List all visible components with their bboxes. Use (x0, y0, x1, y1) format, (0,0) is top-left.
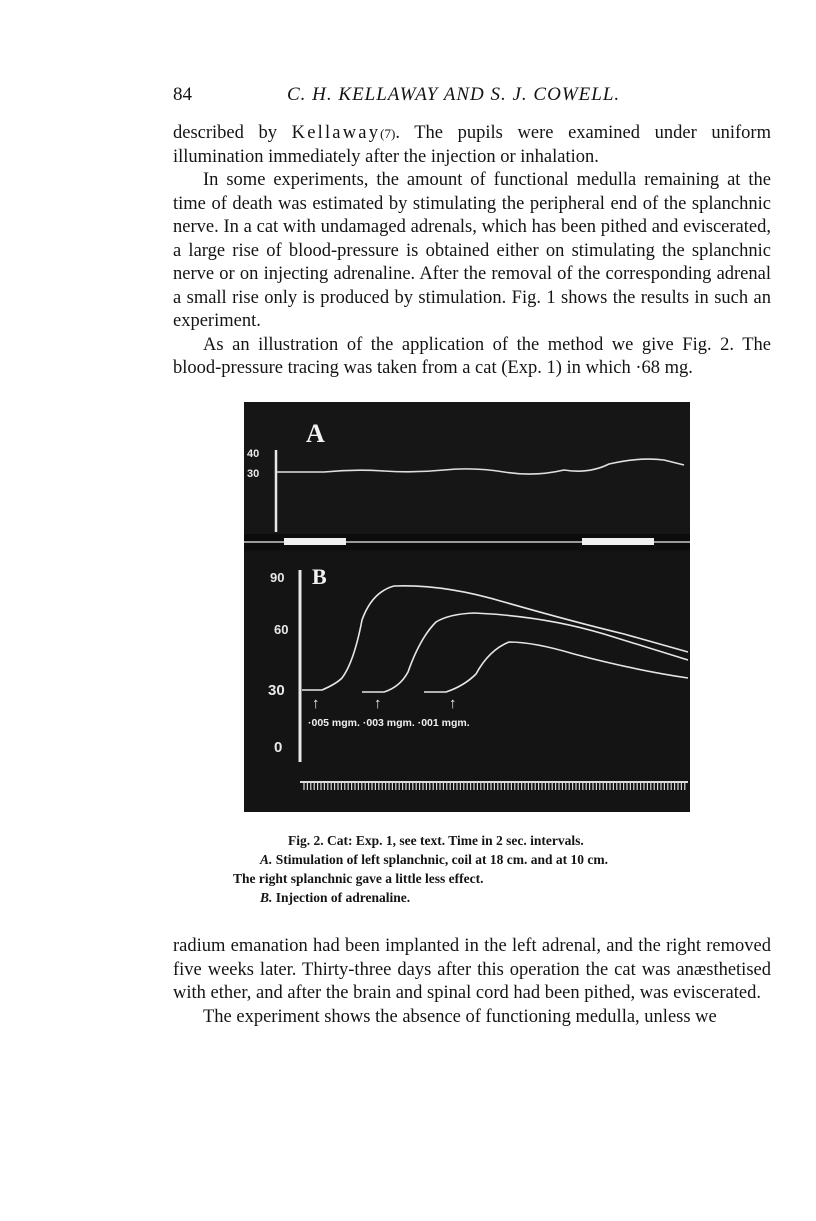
body-text-top (173, 122, 771, 381)
panel-a-tick-30: 30 (247, 468, 260, 480)
panel-a-label: A (306, 419, 325, 448)
caption-line-2: A. Stimulation of left splanchnic, coil at 18 cm. and at 10 cm. (260, 852, 609, 867)
injection-arrow-2: ↑ (374, 695, 382, 712)
stimulus-marker-2 (582, 538, 654, 545)
paragraph-3: As an illustration of the application of the method we give Fig. 2. The blood-pressure tracing was taken from a cat (Exp. 1) in which ·68 mg. (173, 334, 771, 378)
paragraph-5: The experiment shows the absence of functioning medulla, unless we (203, 1006, 717, 1027)
panel-a-tick-40: 40 (247, 448, 260, 460)
body-text-bottom (173, 935, 771, 1029)
panel-b-tick-60: 60 (274, 622, 289, 637)
page-number: 84 (173, 84, 192, 105)
running-head: C. H. KELLAWAY AND S. J. COWELL. (287, 84, 621, 105)
dose-labels: ·005 mgm. ·003 mgm. ·001 mgm. (308, 717, 470, 729)
caption-line-4: B. Injection of adrenaline. (260, 890, 411, 905)
author-citation-name: Kellaway (291, 123, 381, 143)
panel-b-tick-30: 30 (268, 682, 285, 699)
caption-line-1: Fig. 2. Cat: Exp. 1, see text. Time in 2 sec. intervals. (288, 833, 584, 848)
figure-caption (233, 831, 713, 907)
caption-line-3: The right splanchnic gave a little less effect. (233, 871, 484, 886)
injection-arrow-3: ↑ (449, 695, 457, 712)
paragraph-4: radium emanation had been implanted in the left adrenal, and the right removed five weeks later. Thirty-three days after this operation the cat was anæsthetised with ether, and after the brain and spinal cord had been pithed, was eviscerated. (173, 936, 771, 1003)
panel-b-tick-0: 0 (274, 739, 283, 756)
panel-b-label: B (312, 564, 327, 589)
stimulus-marker-1 (284, 538, 346, 545)
paragraph-1: described by Kellaway(7). The pupils were examined under uniform illumination immediately after the injection or inhalation. (173, 123, 771, 167)
paragraph-2: In some experiments, the amount of functional medulla remaining at the time of death was estimated by stimulating the peripheral end of the splanchnic nerve. In a cat with undamaged adrenals, which has been pithed and eviscerated, a large rise of blood-pressure is obtained either on stimulating the splanchnic nerve or on injecting adrenaline. After the removal of the corresponding adrenal a small rise only is produced by stimulation. Fig. 1 shows the results in such an experiment. (173, 170, 771, 331)
injection-arrow-1: ↑ (312, 695, 320, 712)
page-header (173, 84, 771, 108)
figure-2-tracing (244, 402, 690, 812)
panel-b-tick-90: 90 (270, 570, 285, 585)
reference-citation: (7) (380, 126, 396, 141)
